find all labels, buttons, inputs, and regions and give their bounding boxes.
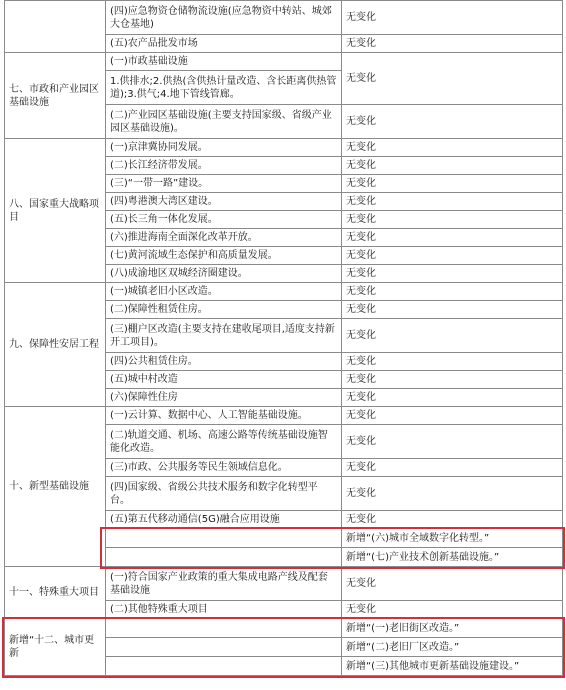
item-cell: (三)棚户区改造(主要支持在建收尾项目,适度支持新开工项目)。 (106, 319, 342, 353)
status-cell: 无变化 (342, 601, 563, 619)
item-cell: (四)国家级、省级公共技术服务和数字化转型平台。 (106, 477, 342, 511)
item-cell: (八)成渝地区双城经济圈建设。 (106, 265, 342, 283)
status-cell: 无变化 (342, 35, 563, 53)
status-cell: 无变化 (342, 425, 563, 459)
item-cell: (三)“一带一路”建设。 (106, 175, 342, 193)
item-cell: (六)保障性住房 (106, 389, 342, 407)
category-cell: 八、国家重大战略项目 (5, 139, 106, 283)
status-cell: 无变化 (342, 283, 563, 301)
item-cell: (一)京津冀协同发展。 (106, 139, 342, 157)
status-cell: 无变化 (342, 477, 563, 511)
item-cell: (二)其他特殊重大项目 (106, 601, 342, 619)
item-cell: (四)应急物资仓储物流设施(应急物资中转站、城郊大仓基地) (106, 1, 342, 35)
policy-table-container (4, 0, 562, 676)
table-row (5, 283, 563, 301)
table-row (5, 1, 563, 35)
status-cell: 无变化 (342, 353, 563, 371)
status-cell: 新增“(六)城市全域数字化转型。” (342, 529, 563, 548)
status-cell: 无变化 (342, 265, 563, 283)
item-cell (106, 638, 342, 657)
item-cell: (二)轨道交通、机场、高速公路等传统基础设施智能化改造。 (106, 425, 342, 459)
status-cell: 无变化 (342, 319, 563, 353)
item-cell: (二)产业园区基础设施(主要支持国家级、省级产业园区基础设施)。 (106, 105, 342, 139)
status-cell: 无变化 (342, 105, 563, 139)
item-cell: (四)粤港澳大湾区建设。 (106, 193, 342, 211)
table-row (5, 567, 563, 601)
status-cell: 无变化 (342, 229, 563, 247)
category-cell: 七、市政和产业园区基础设施 (5, 53, 106, 139)
status-cell: 无变化 (342, 193, 563, 211)
status-cell: 无变化 (342, 511, 563, 529)
item-cell (106, 619, 342, 638)
category-cell: 新增“十二、城市更新 (5, 619, 106, 676)
item-cell: (三)市政、公共服务等民生领域信息化。 (106, 459, 342, 477)
item-cell: (一)城镇老旧小区改造。 (106, 283, 342, 301)
item-cell: 1.供排水;2.供热(含供热计量改造、含长距离供热管道);3.供气;4.地下管线管廊。 (106, 71, 342, 105)
item-cell (106, 657, 342, 676)
status-cell: 新增“(一)老旧街区改造。” (342, 619, 563, 638)
status-cell: 无变化 (342, 371, 563, 389)
status-cell: 无变化 (342, 157, 563, 175)
item-cell: (一)市政基础设施 (106, 53, 342, 71)
status-cell: 无变化 (342, 175, 563, 193)
item-cell: (五)长三角一体化发展。 (106, 211, 342, 229)
status-cell: 无变化 (342, 301, 563, 319)
status-cell: 无变化 (342, 247, 563, 265)
status-cell: 无变化 (342, 1, 563, 35)
status-cell: 无变化 (342, 139, 563, 157)
item-cell: (七)黄河流域生态保护和高质量发展。 (106, 247, 342, 265)
table-row (5, 53, 563, 71)
status-cell: 无变化 (342, 567, 563, 601)
item-cell: (二)保障性租赁住房。 (106, 301, 342, 319)
table-row (5, 407, 563, 425)
item-cell: (一)符合国家产业政策的重大集成电路产线及配套基础设施 (106, 567, 342, 601)
item-cell: (一)云计算、数据中心、人工智能基础设施。 (106, 407, 342, 425)
status-cell: 无变化 (342, 53, 563, 105)
status-cell: 无变化 (342, 389, 563, 407)
item-cell: (五)农产品批发市场 (106, 35, 342, 53)
category-cell: 十一、特殊重大项目 (5, 567, 106, 619)
status-cell: 无变化 (342, 407, 563, 425)
item-cell (106, 529, 342, 548)
category-cell: 十、新型基础设施 (5, 407, 106, 567)
status-cell: 无变化 (342, 459, 563, 477)
item-cell: (六)推进海南全面深化改革开放。 (106, 229, 342, 247)
status-cell: 新增“(二)老旧厂区改造。” (342, 638, 563, 657)
item-cell: (四)公共租赁住房。 (106, 353, 342, 371)
category-cell (5, 1, 106, 53)
status-cell: 无变化 (342, 211, 563, 229)
category-cell: 九、保障性安居工程 (5, 283, 106, 407)
item-cell: (五)第五代移动通信(5G)融合应用设施 (106, 511, 342, 529)
status-cell: 新增“(三)其他城市更新基础设施建设。” (342, 657, 563, 676)
item-cell: (二)长江经济带发展。 (106, 157, 342, 175)
status-cell: 新增“(七)产业技术创新基础设施。” (342, 548, 563, 567)
table-row (5, 619, 563, 638)
item-cell (106, 548, 342, 567)
item-cell: (五)城中村改造 (106, 371, 342, 389)
table-row (5, 139, 563, 157)
policy-change-table (4, 0, 563, 676)
